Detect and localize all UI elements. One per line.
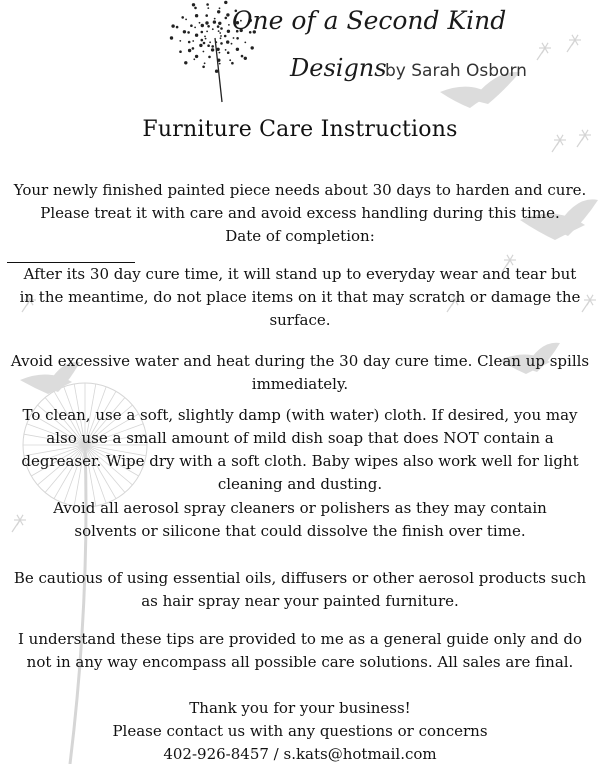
disclaimer-paragraph [4,628,596,674]
completion-date-row [4,225,596,263]
oils-paragraph [4,567,596,613]
wear-line: After its 30 day cure time, it will stand up to everyday wear and tear but [23,265,577,283]
closing-paragraph [4,697,596,766]
wear-paragraph [4,263,596,332]
aerosol-line: solvents or silicone that could dissolve the finish over time. [74,522,526,540]
thank-you-line: Thank you for your business! [189,699,411,717]
completion-date-label: Date of completion: [225,227,375,245]
cleaning-line: degreaser. Wipe dry with a soft cloth. Baby wipes also work well for light [21,452,579,470]
phone-email-line[interactable]: 402-926-8457 / s.kats@hotmail.com [163,745,437,763]
wear-line: in the meantime, do not place items on it that may scratch or damage the [19,288,581,306]
logo-name: One of a Second Kind [232,6,507,35]
cleaning-line: To clean, use a soft, slightly damp (with water) cloth. If desired, you may [22,406,578,424]
cleaning-line: cleaning and dusting. [217,475,383,493]
oils-line: as hair spray near your painted furniture. [141,592,459,610]
logo-designs: Designs [290,54,387,82]
disclaimer-line: not in any way encompass all possible care solutions. All sales are final. [26,653,574,671]
water-paragraph [4,350,596,396]
cure-line: Please treat it with care and avoid excess handling during this time. [40,204,560,222]
oils-line: Be cautious of using essential oils, diffusers or other aerosol products such [13,569,587,587]
aerosol-line: Avoid all aerosol spray cleaners or polishers as they may contain [53,499,547,517]
brand-logo [170,0,550,105]
disclaimer-line: I understand these tips are provided to me as a general guide only and do [17,630,582,648]
cure-paragraph [4,179,596,263]
cure-line: Your newly finished painted piece needs about 30 days to harden and cure. [13,181,587,199]
water-line: Avoid excessive water and heat during the 30 day cure time. Clean up spills [10,352,590,370]
completion-date-blank [7,248,135,263]
water-line: immediately. [251,375,349,393]
contact-line: Please contact us with any questions or concerns [112,722,488,740]
cleaning-paragraph [4,404,596,496]
aerosol-paragraph [4,497,596,543]
cleaning-line: also use a small amount of mild dish soap that does NOT contain a [46,429,554,447]
page-title: Furniture Care Instructions [142,117,458,142]
wear-line: surface. [269,311,331,329]
logo-byline: by Sarah Osborn [385,61,527,81]
